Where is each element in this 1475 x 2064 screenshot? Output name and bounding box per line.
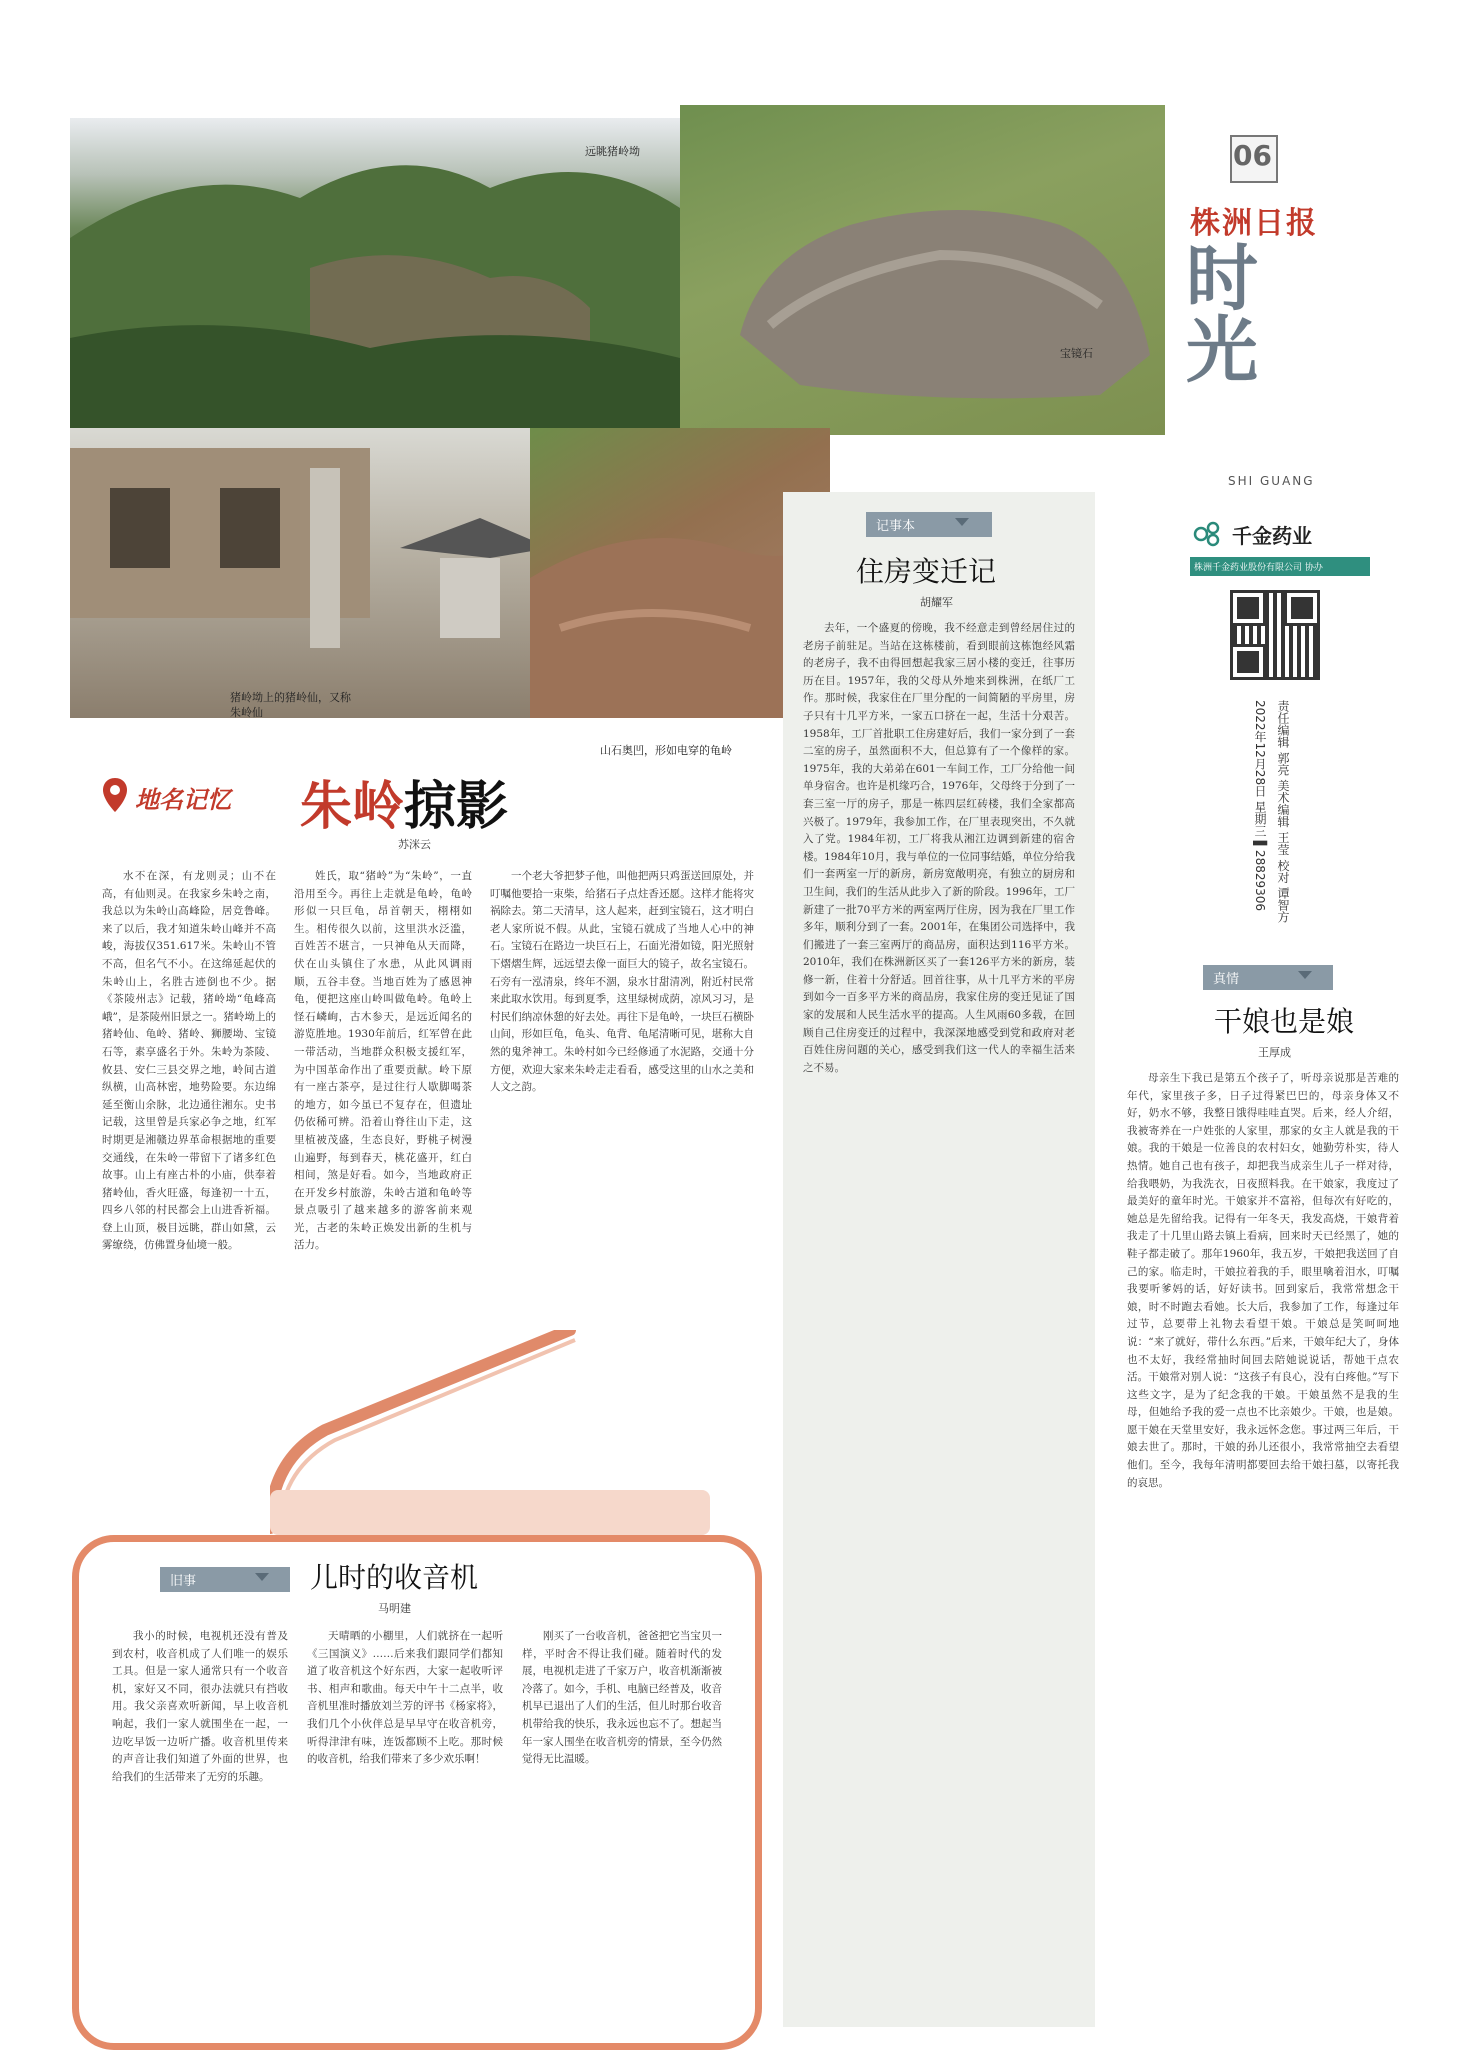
tag-arrow-icon bbox=[255, 1573, 269, 1581]
article-title: 干娘也是娘 bbox=[1214, 1005, 1355, 1038]
article-column bbox=[1127, 1070, 1399, 2015]
column-tag-notebook: 记事本 bbox=[866, 512, 992, 537]
tag-arrow-icon bbox=[955, 518, 969, 526]
location-pin-icon bbox=[103, 778, 127, 816]
article-title bbox=[300, 764, 508, 839]
sponsor-logo-icon bbox=[1193, 520, 1229, 552]
section-pinyin: SHI GUANG bbox=[1228, 474, 1315, 488]
column-tag-old-times: 旧事 bbox=[160, 1567, 290, 1592]
page-number: 06 bbox=[1233, 139, 1272, 172]
qr-code bbox=[1230, 590, 1320, 680]
photo-caption: 猪岭坳上的猪岭仙，又称朱岭仙 bbox=[230, 691, 351, 719]
section-title: 时光 bbox=[1174, 240, 1259, 384]
radio-antenna bbox=[270, 1330, 710, 1539]
column-tag-true-feeling: 真情 bbox=[1203, 965, 1333, 990]
article-author: 苏洣云 bbox=[398, 838, 431, 851]
article-column bbox=[102, 868, 276, 1333]
article-column bbox=[112, 1628, 288, 2000]
sponsor-name: 千金药业 bbox=[1232, 524, 1312, 548]
article-author: 马明建 bbox=[378, 1602, 411, 1615]
article-text: 天晴晒的小棚里，人们就挤在一起听《三国演义》……后来我们跟同学们都知道了收音机这个好东西，大家一起收听评书、相声和歌曲。每天中午十二点半，收音机里准时播放刘兰芳的评书《杨家将》，我们几个小伙伴总是早早守在收音机旁，听得津津有味，连饭都顾不上吃。那时候的收音机，给我们带来了多少欢乐啊！ bbox=[307, 1630, 503, 1766]
photo-caption: 山石奥凹，形如电穿的龟岭 bbox=[600, 744, 732, 757]
photo-shrine bbox=[70, 428, 530, 718]
photo-caption: 宝镜石 bbox=[1060, 347, 1093, 360]
article-title: 儿时的收音机 bbox=[310, 1561, 479, 1594]
column-tag-place-memory: 地名记忆 bbox=[135, 786, 231, 814]
photo-caption: 远眺猪岭坳 bbox=[585, 145, 640, 158]
article-text: 水不在深，有龙则灵；山不在高，有仙则灵。在我家乡朱岭之南，我总以为朱岭山高峰险，居竞鲁峰。来了以后，我才知道朱岭山峰并不高峻，海拔仅351.617米。朱岭山不管不高，但名气不小。在这绵延起伏的朱岭山上，名胜古迹倒也不少。据《茶陵州志》记载，猪岭坳“龟峰高峨”，是茶陵州旧景之一。猪岭坳上的猪岭仙、龟岭、猪岭、狮腰坳、宝镜石等，素享盛名于外。朱岭为茶陵、攸县、安仁三县交界之地，岭间古道纵横，山高林密，地势险要。东边绵延至衡山余脉，北边通往湘东。史书记载，这里曾是兵家必争之地，红军时期更是湘赣边界革命根据地的重要交通线，在朱岭一带留下了诸多红色故事。山上有座古朴的小庙，供奉着猪岭仙，香火旺盛，每逢初一十五，四乡八邻的村民都会上山进香祈福。登上山顶，极目远眺，群山如黛，云雾缭绕，仿佛置身仙境一般。 bbox=[102, 870, 276, 1252]
article-text: 去年，一个盛夏的傍晚，我不经意走到曾经居住过的老房子前驻足。当站在这栋楼前，看到眼前这栋饱经风霜的老房子，我不由得回想起我家三居小楼的变迁，往事历历在目。1957年，我的父母从外地来到株洲，在纸厂工作。那时候，我家住在厂里分配的一间简陋的平房里，房子只有十几平方米，一家五口挤在一起，生活十分艰苦。1958年，工厂首批职工住房建好后，我们一家分到了一套二室的房子，虽然面积不大，但总算有了一个像样的家。1975年，我的大弟弟在601一车间工作，工厂分给他一间单身宿舍。也许是机缘巧合，1976年，父母终于分到了一套三室一厅的房子，那是一栋四层红砖楼，我们全家都高兴极了。1979年，我参加工作，在厂里表现突出，不久就入了党。1984年初，工厂将我从湘江边调到新建的宿舍楼。1984年10月，我与单位的一位同事结婚，单位分给我们一套两室一厅的新房，新房宽敞明亮，有独立的厨房和卫生间，我们的生活从此步入了新的阶段。1996年，工厂新建了一批70平方米的两室两厅住房，因为我在厂里工作多年，顺利分到了一套。2001年，在集团公司选择中，我们搬进了一套三室两厅的商品房，面积达到116平方米。2010年，我们在株洲新区买了一套126平方米的新房，装修一新，住着十分舒适。回首往事，从十几平方米的平房到如今一百多平方米的商品房，我家住房的变迁见证了国家的发展和人民生活水平的提高。人生风雨60多载，在回顾自己住房变迁的过程中，我深深地感受到党和政府对老百姓住房问题的关心，感受到我们这一代人的幸福生活来之不易。 bbox=[803, 622, 1075, 1074]
edit-info: 责任编辑 郭亮 美术编辑 王莹 校对 谭智方 bbox=[1276, 700, 1290, 924]
article-column bbox=[294, 868, 472, 1333]
article-text: 姓氏，取“猪岭”为“朱岭”，一直沿用至今。再往上走就是龟岭，龟岭形似一只巨龟，昂首朝天，栩栩如生。相传很久以前，这里洪水泛滥，百姓苦不堪言，一只神龟从天而降，伏在山头镇住了水患，从此风调雨顺，五谷丰登。当地百姓为了感恩神龟，便把这座山岭叫做龟岭。龟岭上怪石嶙峋，古木参天，是远近闻名的游览胜地。1930年前后，红军曾在此一带活动，当地群众积极支援红军，为中国革命作出了重要贡献。岭下原有一座古茶亭，是过往行人歇脚喝茶的地方，如今虽已不复存在，但遗址仍依稀可辨。沿着山脊往山下走，这里植被茂盛，生态良好，野桃子树漫山遍野，每到春天，桃花盛开，红白相间，煞是好看。如今，当地政府正在开发乡村旅游，朱岭古道和龟岭等景点吸引了越来越多的游客前来观光，古老的朱岭正焕发出新的生机与活力。 bbox=[294, 870, 472, 1252]
photo-distant-ridge bbox=[70, 118, 680, 430]
article-column bbox=[490, 868, 754, 1333]
article-column bbox=[803, 620, 1075, 2015]
date-info: 2022年12月28日 星期三 ▌28829306 bbox=[1253, 700, 1267, 912]
article-text: 我小的时候，电视机还没有普及到农村，收音机成了人们唯一的娱乐工具。但是一家人通常只有一个收音机，家好又不同，很办法就只有挡收用。我父亲喜欢听新闻，早上收音机响起，我们一家人就围坐在一起，一边吃早饭一边听广播。收音机里传来的声音让我们知道了外面的世界，也给我们的生活带来了无穷的乐趣。 bbox=[112, 1630, 288, 1783]
title-colored: 朱岭 bbox=[300, 777, 405, 837]
article-title: 住房变迁记 bbox=[856, 555, 997, 588]
photo-mirror-rock bbox=[680, 105, 1165, 435]
article-text: 刚买了一台收音机，爸爸把它当宝贝一样，平时舍不得让我们碰。随着时代的发展，电视机走进了千家万户，收音机渐渐被冷落了。如今，手机、电脑已经普及，收音机早已退出了人们的生活，但儿时那台收音机带给我的快乐，我永远也忘不了。想起当年一家人围坐在收音机旁的情景，至今仍然觉得无比温暖。 bbox=[522, 1630, 722, 1766]
article-author: 胡耀军 bbox=[920, 596, 953, 609]
article-column bbox=[522, 1628, 722, 2000]
article-text: 一个老大爷把梦子他，叫他把两只鸡蛋送回原处，并叮嘱他要拾一束柴，给猪石子点炷香还愿。这样才能将灾祸除去。第二天清早，这人起来，赶到宝镜石，这才明白老人家所说不假。从此，宝镜石就成了当地人心中的神石。宝镜石在路边一块巨石上，石面光滑如镜，阳光照射下熠熠生辉，远远望去像一面巨大的镜子，故名宝镜石。石旁有一泓清泉，终年不涸，泉水甘甜清冽，附近村民常来此取水饮用。每到夏季，这里绿树成荫，凉风习习，是村民们纳凉休憩的好去处。再往下是龟岭，一块巨石横卧山间，形如巨龟，龟头、龟背、龟尾清晰可见，堪称大自然的鬼斧神工。朱岭村如今已经修通了水泥路，交通十分方便，欢迎大家来朱岭走走看看，感受这里的山水之美和人文之韵。 bbox=[490, 870, 754, 1094]
article-author: 王厚成 bbox=[1258, 1046, 1291, 1059]
title-plain: 掠影 bbox=[404, 777, 509, 837]
tag-arrow-icon bbox=[1298, 971, 1312, 979]
article-text: 母亲生下我已是第五个孩子了，听母亲说那是苦难的年代，家里孩子多，日子过得紧巴巴的，母亲身体又不好，奶水不够，我整日饿得哇哇直哭。后来，经人介绍，我被寄养在一户姓张的人家里，那家的女主人就是我的干娘。我的干娘是一位善良的农村妇女，她勤劳朴实，待人热情。她自己也有孩子，却把我当成亲生儿子一样对待，给我喂奶，为我洗衣，日夜照料我。在干娘家，我度过了最美好的童年时光。干娘家并不富裕，但每次有好吃的，她总是先留给我。记得有一年冬天，我发高烧，干娘背着我走了十几里山路去镇上看病，回来时天已经黑了，她的鞋子都走破了。那年1960年，我五岁，干娘把我送回了自己的家。临走时，干娘拉着我的手，眼里噙着泪水，叮嘱我要听爹妈的话，好好读书。回到家后，我常常想念干娘，时不时跑去看她。长大后，我参加了工作，每逢过年过节，总要带上礼物去看望干娘。干娘总是笑呵呵地说：“来了就好，带什么东西。”后来，干娘年纪大了，身体也不太好，我经常抽时间回去陪她说说话，帮她干点农活。干娘常对别人说：“这孩子有良心，没有白疼他。”写下这些文字，是为了纪念我的干娘。干娘虽然不是我的生母，但她给予我的爱一点也不比亲娘少。干娘，也是娘。愿干娘在天堂里安好，我永远怀念您。事过两三年后，干娘去世了。那时，干娘的孙儿还很小，我常常抽空去看望他们。至今，我每年清明都要回去给干娘扫墓，以寄托我的哀思。 bbox=[1127, 1072, 1399, 1489]
article-column bbox=[307, 1628, 503, 2000]
sponsor-banner: 株洲千金药业股份有限公司 协办 bbox=[1190, 557, 1370, 576]
paper-name: 株洲日报 bbox=[1190, 206, 1318, 241]
